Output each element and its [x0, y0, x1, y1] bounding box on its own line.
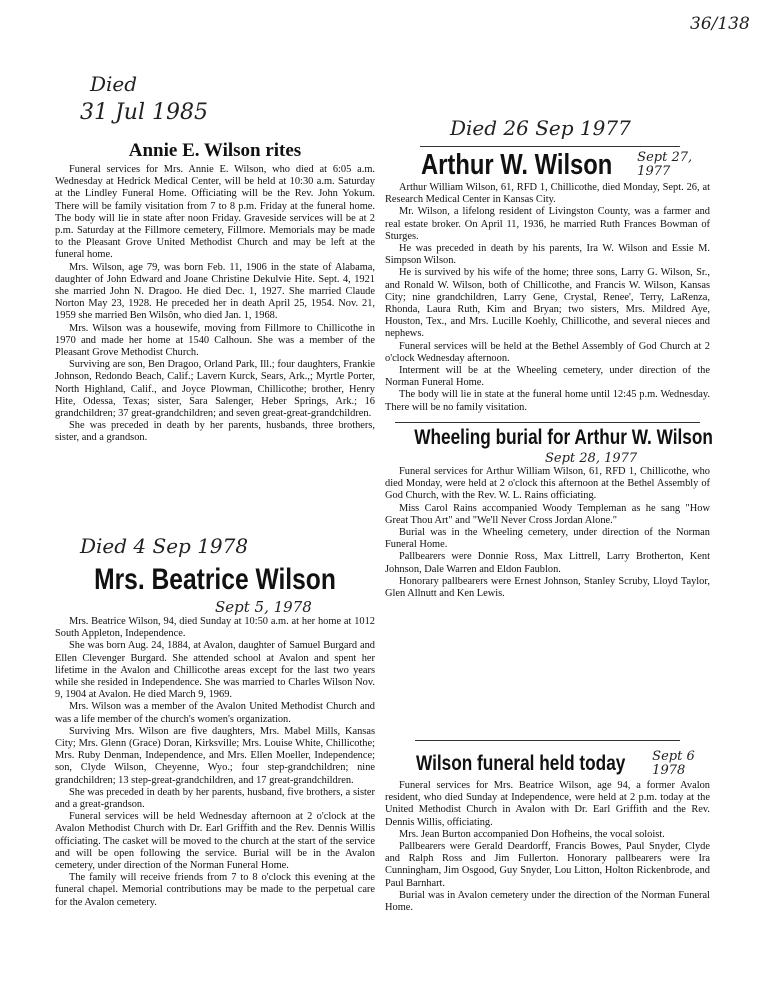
paragraph: Burial was in the Wheeling cemetery, under direction of the Norman Funeral Home. [385, 527, 710, 551]
article-wilson-funeral-today [385, 748, 710, 914]
paragraph: The family will receive friends from 7 to 8 o'clock this evening at the funeral chapel. Memorial contributions may be made to the perpetual care for the Avalon cemetery. [55, 872, 375, 908]
handwritten-note: Died 4 Sep 1978 [80, 534, 249, 558]
paragraph: Burial was in Avalon cemetery under the direction of the Norman Funeral Home. [385, 889, 710, 914]
headline: Annie E. Wilson rites [128, 140, 302, 161]
paragraph: She was born Aug. 24, 1884, at Avalon, daughter of Samuel Burgard and Ellen Clevenger Burgard. She attended school at Avalon and spent her lifetime in the Avalon and Chillicothe areas except for the last two years while she resided in Independence. She was married to Charles Wilson Nov. 9, 1904 at Avalon. He died March 9, 1969. [55, 640, 375, 701]
handwritten-note: Died [90, 72, 138, 96]
paragraph: Mrs. Jean Burton accompanied Don Hofheins, the vocal soloist. [399, 828, 665, 840]
paragraph: Surviving Mrs. Wilson are five daughters, Mrs. Mabel Mills, Kansas City; Mrs. Glenn (Grace) Doran, Kirksville; Mrs. Louise White, Chillicothe; Mrs. Ruby Denman, Independence, and Mrs. Ellen Moeller, Independence; son, Clyde Wilson, Cheyenne, Wyo.; four step-grandchildren; nine grandchildren; 13 step-great-grandchildren, and 17 great-grandchildren. [55, 725, 375, 786]
paragraph: He is survived by his wife of the home; three sons, Larry G. Wilson, Sr., and Ronald W. Wilson, both of Chillicothe, and Francis W. Wilson, Kansas City; nine grandchildren, Larry Gene, Crystal, Renee', Terry, LaRenza, Rhonda, Laura Ruth, Kim and Bryan; two sisters, Mrs. Mildred Aye, Houston, Tex., and Mrs. Lucille Koehly, Chillicothe, and several nieces and nephews. [385, 267, 710, 340]
paragraph: Funeral services for Mrs. Annie E. Wilson, who died at 6:05 a.m. Wednesday at Hedrick Medical Center, will be held at 10:30 a.m. Saturday at the Lindley Funeral Home. Officiating will be the Rev. John Yokum. There will be family visitation from 7 to 8 p.m. Friday at the funeral home. The body will lie in state after noon Friday. Graveside services will be at 2 p.m. Saturday at the Fillmore cemetery, Fillmore. Memorials may be made to the Pleasant Grove United Methodist Church and may be left at the funeral home. [55, 164, 375, 261]
headline-row [385, 148, 710, 182]
paragraph: Mrs. Wilson was a member of the Avalon United Methodist Church and was a life member of the church's women's organization. [55, 701, 375, 725]
article-annie-wilson [55, 140, 375, 445]
divider [415, 740, 680, 741]
handwritten-date: 31 Jul 1985 [80, 100, 208, 125]
divider [420, 146, 680, 147]
paragraph: She was preceded in death by her parents, husbands, three brothers, sister, and a grandson. [55, 420, 375, 444]
handwritten-note: Died 26 Sep 1977 [450, 116, 631, 140]
article-beatrice-wilson [55, 562, 375, 909]
paragraph: Mr. Wilson, a lifelong resident of Livingston County, was a farmer and real estate broker. On April 11, 1936, he married Ruth Frances Bowman of Sturges. [385, 206, 710, 242]
paragraph: The body will lie in state at the funeral home until 12:45 p.m. Wednesday. There will be no family visitation. [385, 389, 710, 413]
paragraph: Mrs. Wilson was a housewife, moving from Fillmore to Chillicothe in 1970 and made her home at 1540 Calhoun. She was a member of the Pleasant Grove Methodist Church. [55, 322, 375, 359]
headline: Arthur W. Wilson [420, 149, 613, 181]
handwritten-date: Sept 28, 1977 [545, 451, 638, 466]
headline: Mrs. Beatrice Wilson [94, 563, 336, 596]
paragraph: Surviving are son, Ben Dragoo, Orland Park, Ill.; four daughters, Frankie Johnson, Redondo Beach, Calif.; Lavern Kurck, Sears, Ark.,; Myrtle Porter, North Highland, Calif., and Joyce Plowman, Chillicothe; brother, Henry Hite, Odessa, Texas; sister, Sara Salenger, Heber Springs, Ark.; 16 grandchildren; 37 great-grandchildren; and seven great-great-grandchildren. [55, 359, 375, 420]
paragraph: Funeral services for Arthur William Wilson, 61, RFD 1, Chillicothe, who died Monday, were held at 2 o'clock this afternoon at the Bethel Assembly of God Church, with the Rev. W. L. Rains officiating. [385, 466, 710, 502]
paragraph: Mrs. Wilson, age 79, was born Feb. 11, 1906 in the state of Alabama, daughter of John Edward and Joane Christine Dekulvie Hite. Sept. 4, 1921 she married John N. Dragoo. He died Dec. 1, 1927. She married Claude Norton May 23, 1928. He preceded her in death April 25, 1954. Nov. 21, 1959 she married Ben Wilsôn, who died Jan. 1, 1968. [55, 261, 375, 322]
paragraph: Arthur William Wilson, 61, RFD 1, Chillicothe, died Monday, Sept. 26, at Research Medical Center in Kansas City. [385, 182, 710, 206]
paragraph: Funeral services will be held at the Bethel Assembly of God Church at 2 o'clock Wednesday afternoon. [385, 340, 710, 364]
paragraph: Honorary pallbearers were Ernest Johnson, Stanley Scruby, Lloyd Taylor, Glen Allnutt and Ken Lewis. [385, 575, 710, 600]
divider [395, 422, 700, 423]
paragraph: Miss Carol Rains accompanied Woody Templeman as he sang "How Great Thou Art" and "We'll Never Cross Jordan Alone." [385, 502, 710, 526]
paragraph: Mrs. Beatrice Wilson, 94, died Sunday at 10:50 a.m. at her home at 1012 South Appleton, Independence. [55, 616, 375, 640]
headline-row [385, 748, 710, 780]
paragraph: Funeral services for Mrs. Beatrice Wilson, age 94, a former Avalon resident, who died Sunday at Independence, were held at 2 p.m. today at the United Methodist Church in Avalon with Dr. Earl Griffith and the Rev. Dennis Willis, officiating. [385, 780, 710, 828]
headline: Wheeling burial for Arthur W. Wilson [414, 426, 713, 449]
handwritten-date: Sept 5, 1978 [215, 598, 312, 616]
article-wheeling-burial [385, 425, 713, 600]
handwritten-date: Sept 27, 1977 [637, 150, 693, 179]
headline: Wilson funeral held today [415, 752, 626, 775]
page-number: 36/138 [690, 14, 750, 34]
paragraph: Funeral services will be held Wednesday afternoon at 2 o'clock at the Avalon Methodist Church with Dr. Earl Griffith and the Rev. Dennis Willis officiating. The casket will be moved to the church at the start of the service and will be open following the service. Burial will be in the Avalon cemetery, under direction of the Norman Funeral Home. [55, 811, 375, 872]
handwritten-date: Sept 6 1978 [652, 749, 695, 778]
paragraph: She was preceded in death by her parents, husband, five brothers, a sister and a great-grandson. [55, 786, 375, 811]
article-arthur-wilson [385, 148, 710, 414]
paragraph: Interment will be at the Wheeling cemetery, under direction of the Norman Funeral Home. [385, 365, 710, 389]
paragraph: He was preceded in death by his parents, Ira W. Wilson and Essie M. Simpson Wilson. [385, 243, 710, 267]
paragraph: Pallbearers were Donnie Ross, Max Littrell, Larry Brotherton, Kent Johnson, Dale Warren and Eldon Faublon. [385, 551, 710, 575]
paragraph: Pallbearers were Gerald Deardorff, Francis Bowes, Paul Snyder, Clyde and Ralph Ross and Jim Fullerton. Honorary pallbearers were Ira Cunningham, Jim Osgood, Guy Snyder, Lou Litton, Holton Rickenbrode, and Paul Barnhart. [385, 841, 710, 889]
